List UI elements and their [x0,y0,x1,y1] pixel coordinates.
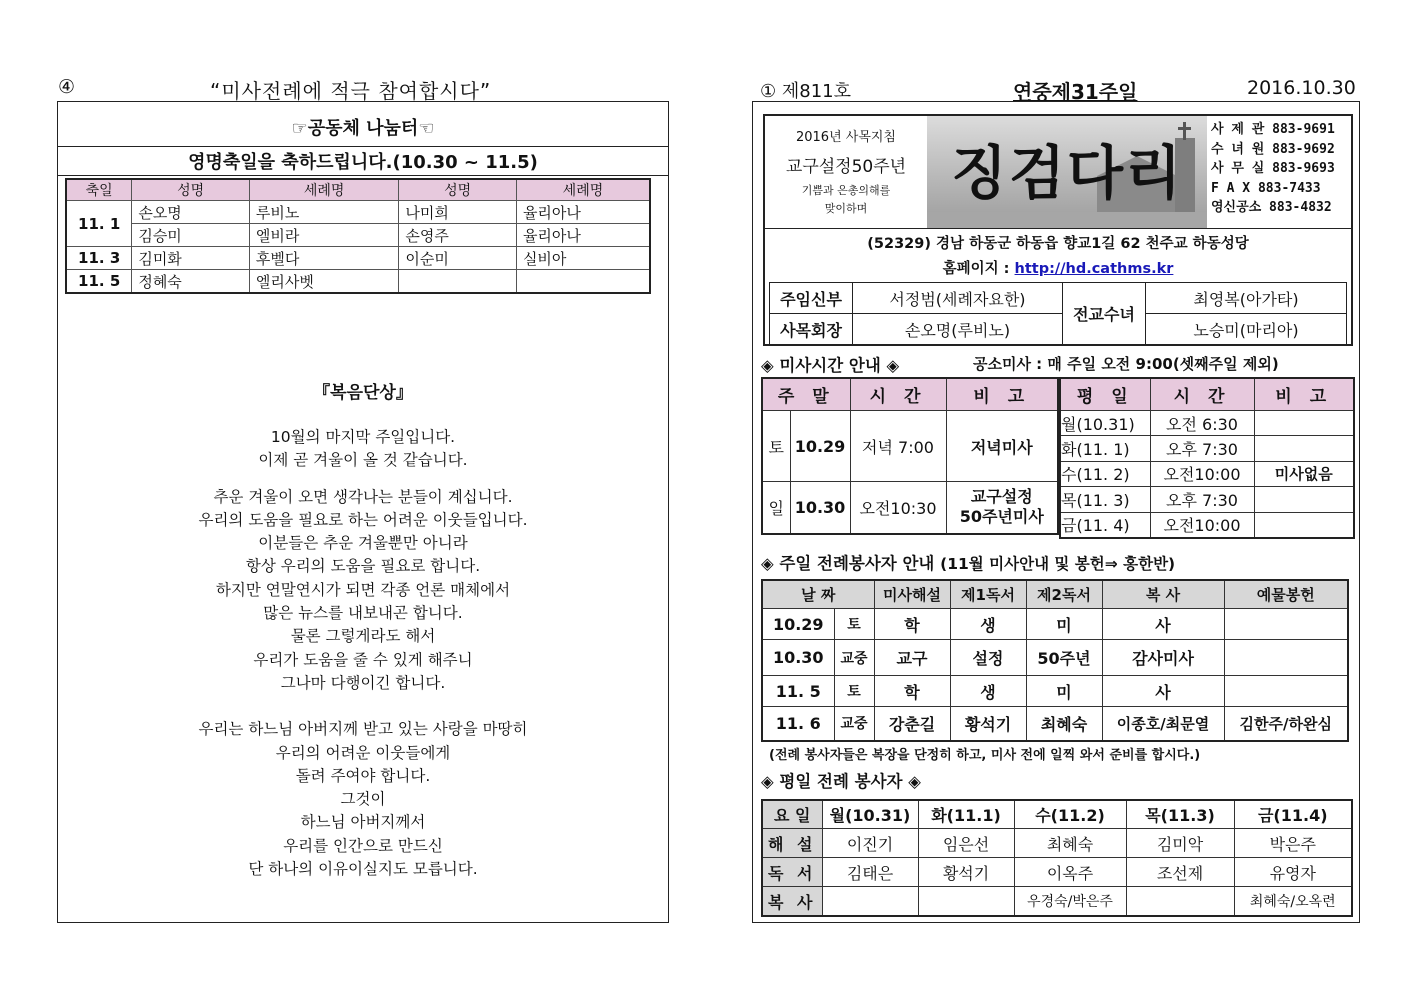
server-name: 이진기 [822,829,918,858]
feast-date: 11. 1 [66,201,132,247]
feast-date: 11. 3 [66,247,132,270]
mass-note [946,482,1058,534]
column-header: 화(11.1) [918,800,1014,829]
first-reader: 황석기 [950,707,1026,741]
staff-table [769,282,1347,345]
table-row [762,482,1058,534]
table-row [762,676,1348,707]
liturgy-servers-extra: (11월 미사안내 및 봉헌⇒ 홍한반) [940,555,1176,573]
baptismal-name: 실비아 [516,247,650,270]
table-row [762,640,1348,676]
baptismal-name: 엘비라 [249,224,398,247]
offertory: 김한주/하완심 [1224,707,1348,741]
column-header: 세례명 [516,179,650,201]
guideline-theme: 교구설정50주년 [785,157,907,177]
table-header-row [1060,378,1354,411]
guideline-sub: 기쁨과 은총의해를 [801,184,891,197]
altar-server: 사 [1102,676,1224,707]
church-address: (52329) 경남 하동군 하동읍 향교1길 62 천주교 하동성당 [867,236,1249,252]
baptismal-name: 엘리사벳 [249,270,398,294]
homepage-link[interactable]: http://hd.cathms.kr [1014,261,1174,277]
gospel-reflection-text [58,426,668,881]
first-reader: 생 [950,609,1026,640]
weekday-note [1254,487,1354,512]
baptismal-name: 율리아나 [516,224,650,247]
service-day: 교중 [834,707,874,741]
column-header: 예물봉헌 [1224,580,1348,609]
column-header: 시 간 [850,378,946,411]
text-line: 10월의 마지막 주일입니다. [270,428,456,446]
table-row [762,707,1348,741]
weekend-mass-table [761,377,1059,535]
liturgy-servers-heading: ◈ 주일 전례봉사자 안내 [761,554,935,573]
mass-day: 토 [762,411,790,482]
contact-list [1211,120,1335,218]
weekday-servers-table [761,799,1353,917]
text-line [58,473,668,486]
liturgy-servers-title [761,550,1175,574]
second-reader: 미 [1026,609,1102,640]
commentator: 학 [874,609,950,640]
service-date: 11. 6 [762,707,834,741]
weekday-time: 오전 6:30 [1150,411,1254,436]
council-name: 손오명(루비노) [853,314,1063,345]
divider [58,146,668,147]
guideline-year: 2016년 사목지침 [795,130,896,145]
weekday-mass-table [1059,377,1355,539]
column-header: 목(11.3) [1126,800,1234,829]
service-date: 10.30 [762,640,834,676]
commentator: 강춘길 [874,707,950,741]
table-row [1060,436,1354,461]
nun-name: 노승미(마리아) [1146,314,1347,345]
person-name: 김승미 [132,224,250,247]
person-name [399,270,517,294]
second-reader: 미 [1026,676,1102,707]
mass-note: 저녁미사 [946,411,1058,482]
mass-note-line: 50주년미사 [959,507,1044,527]
table-row [66,224,650,247]
text-line: 우리를 인간으로 만드신 [283,836,443,855]
text-line: 많은 뉴스를 내보내곤 합니다. [263,604,463,623]
left-page-frame [57,101,669,923]
text-line: 그것이 [340,790,386,809]
server-name: 임은선 [918,829,1014,858]
feast-day-table [65,178,651,294]
column-header: 성명 [399,179,517,201]
server-name: 최혜숙/오옥련 [1234,887,1352,917]
mass-date: 10.30 [790,482,850,534]
table-header-row [762,580,1348,609]
guideline-sub: 맞이하며 [824,202,868,215]
homepage-line [765,257,1351,278]
nun-label: 전교수녀 [1063,283,1146,345]
contact-item: 수 녀 원 883-9692 [1211,141,1335,157]
text-line: 우리는 하느님 아버지께 받고 있는 사랑을 마땅히 [198,720,528,739]
weekday-servers-title: ◈ 평일 전례 봉사자 ◈ [761,772,921,791]
left-page-number: ④ [58,76,76,98]
column-header: 미사해설 [874,580,950,609]
column-header: 성명 [132,179,250,201]
weekday-note [1254,436,1354,461]
server-name: 황석기 [918,858,1014,887]
liturgical-week-title: 연중제31주일 [1013,80,1138,104]
column-header: 시 간 [1150,378,1254,411]
text-line: 돌려 주여야 합니다. [295,766,431,785]
mass-day: 일 [762,482,790,534]
pastor-label: 주임신부 [770,283,853,314]
servers-note: (전례 봉사자들은 복장을 단정히 하고, 미사 전에 일찍 와서 준비를 합시다.) [769,748,1201,763]
contact-item: 사 무 실 883-9693 [1211,161,1335,177]
column-header: 축일 [66,179,132,201]
column-header: 월(10.31) [822,800,918,829]
column-header: 세례명 [249,179,398,201]
text-line: 하느님 아버지께서 [300,813,426,832]
service-date: 11. 5 [762,676,834,707]
mass-schedule-title: ◈ 미사시간 안내 ◈ [761,356,900,375]
right-page-frame [752,101,1360,923]
weekday-time: 오전10:00 [1150,461,1254,486]
server-name: 김미악 [1126,829,1234,858]
table-row [66,201,650,224]
mass-time: 오전10:30 [850,482,946,534]
service-day: 교중 [834,640,874,676]
weekday: 화(11. 1) [1060,436,1150,461]
column-header: 요 일 [762,800,822,829]
service-day: 토 [834,676,874,707]
community-title: ☞공동체 나눔터☜ [291,118,435,139]
table-row [762,609,1348,640]
server-name [822,887,918,917]
weekday-note [1254,411,1354,436]
nun-name: 최영복(아가타) [1146,283,1347,314]
text-line: 추운 겨울이 오면 생각나는 분들이 계십니다. [213,487,513,506]
table-header-row [762,800,1352,829]
table-row [1060,512,1354,538]
person-name: 이순미 [399,247,517,270]
server-name: 우경숙/박은주 [1014,887,1126,917]
weekday-time: 오전10:00 [1150,512,1254,538]
text-line: 하지만 연말연시가 되면 각종 언론 매체에서 [215,580,511,599]
text-line: 단 하나의 이유이실지도 모릅니다. [248,860,478,879]
offertory [1224,640,1348,676]
role-label: 해 설 [762,829,822,858]
text-line: 우리가 도움을 줄 수 있게 해주니 [253,650,473,669]
person-name: 나미희 [399,201,517,224]
second-reader: 50주년 [1026,640,1102,676]
masthead-logo [927,116,1207,228]
role-label: 복 사 [762,887,822,917]
pastoral-guideline [765,116,927,228]
offertory [1224,676,1348,707]
table-header-row [66,179,650,201]
divider [58,175,668,176]
weekday: 목(11. 3) [1060,487,1150,512]
table-row [770,283,1347,314]
weekday-time: 오후 7:30 [1150,487,1254,512]
table-row [66,247,650,270]
commentator: 학 [874,676,950,707]
commentator: 교구 [874,640,950,676]
service-day: 토 [834,609,874,640]
column-header: 금(11.4) [1234,800,1352,829]
person-name: 손영주 [399,224,517,247]
first-reader: 생 [950,676,1026,707]
baptismal-name: 율리아나 [516,201,650,224]
server-name [1126,887,1234,917]
offertory [1224,609,1348,640]
role-label: 독 서 [762,858,822,887]
table-row [1060,461,1354,486]
text-line: 우리의 도움을 필요로 하는 어려운 이웃들입니다. [198,510,528,529]
baptismal-name: 루비노 [249,201,398,224]
weekday-note [1254,512,1354,538]
text-line: 그나마 다행이긴 합니다. [280,673,446,692]
table-row [1060,487,1354,512]
table-row [762,411,1058,482]
server-name: 박은주 [1234,829,1352,858]
mass-note-line: 교구설정 [970,487,1033,507]
weekday-note: 미사없음 [1254,461,1354,486]
bulletin-date: 2016.10.30 [1247,77,1356,99]
server-name: 최혜숙 [1014,829,1126,858]
server-name: 조선제 [1126,858,1234,887]
homepage-label: 홈페이지 : [942,261,1015,277]
person-name: 정혜숙 [132,270,250,294]
pastor-name: 서정범(세례자요한) [853,283,1063,314]
server-name: 김태은 [822,858,918,887]
text-line [58,695,668,718]
table-header-row [762,378,1058,411]
column-header: 날 짜 [762,580,874,609]
weekday: 월(10.31) [1060,411,1150,436]
person-name: 손오명 [132,201,250,224]
column-header: 평 일 [1060,378,1150,411]
column-header: 비 고 [946,378,1058,411]
contact-item: 영신공소 883-4832 [1211,200,1332,216]
council-label: 사목회장 [770,314,853,345]
table-row [66,270,650,294]
text-line: 물론 그렇게라도 해서 [290,627,436,646]
service-date: 10.29 [762,609,834,640]
server-name: 이옥주 [1014,858,1126,887]
masthead [763,114,1353,346]
baptismal-name: 후벨다 [249,247,398,270]
table-row [770,314,1347,345]
weekday-time: 오후 7:30 [1150,436,1254,461]
right-page-number: ① 제811호 [760,81,851,102]
left-motto: “미사전례에 적극 참여합시다” [210,79,492,103]
column-header: 수(11.2) [1014,800,1126,829]
contact-item: F A X 883-7433 [1211,180,1321,196]
mass-date: 10.29 [790,411,850,482]
bulletin-logo-text: 징검다리 [951,139,1184,207]
text-line: 항상 우리의 도움을 필요로 합니다. [245,557,481,576]
first-reader: 설정 [950,640,1026,676]
mass-time: 저녁 7:00 [850,411,946,482]
gospel-reflection-title: 『복음단상』 [313,383,413,403]
altar-server: 이종호/최문열 [1102,707,1224,741]
feast-title: 영명축일을 축하드립니다.(10.30 ~ 11.5) [188,152,538,173]
person-name: 김미화 [132,247,250,270]
weekday: 금(11. 4) [1060,512,1150,538]
altar-server: 사 [1102,609,1224,640]
weekday: 수(11. 2) [1060,461,1150,486]
server-name [918,887,1014,917]
column-header: 복 사 [1102,580,1224,609]
server-name: 유영자 [1234,858,1352,887]
text-line: 우리의 어려운 이웃들에게 [275,743,451,762]
sunday-servers-table [761,579,1349,742]
second-reader: 최혜숙 [1026,707,1102,741]
column-header: 제1독서 [950,580,1026,609]
contact-item: 사 제 관 883-9691 [1211,122,1335,137]
text-line: 이제 곧 겨울이 올 것 같습니다. [258,451,468,470]
table-row [1060,411,1354,436]
table-row [762,829,1352,858]
divider [765,228,1351,229]
baptismal-name [516,270,650,294]
column-header: 제2독서 [1026,580,1102,609]
column-header: 비 고 [1254,378,1354,411]
altar-server: 감사미사 [1102,640,1224,676]
mission-mass-note: 공소미사 : 매 주일 오전 9:00(셋째주일 제외) [973,355,1279,373]
column-header: 주 말 [762,378,850,411]
table-row [762,858,1352,887]
table-row [762,887,1352,917]
text-line: 이분들은 추운 겨울뿐만 아니라 [258,534,468,553]
feast-date: 11. 5 [66,270,132,294]
